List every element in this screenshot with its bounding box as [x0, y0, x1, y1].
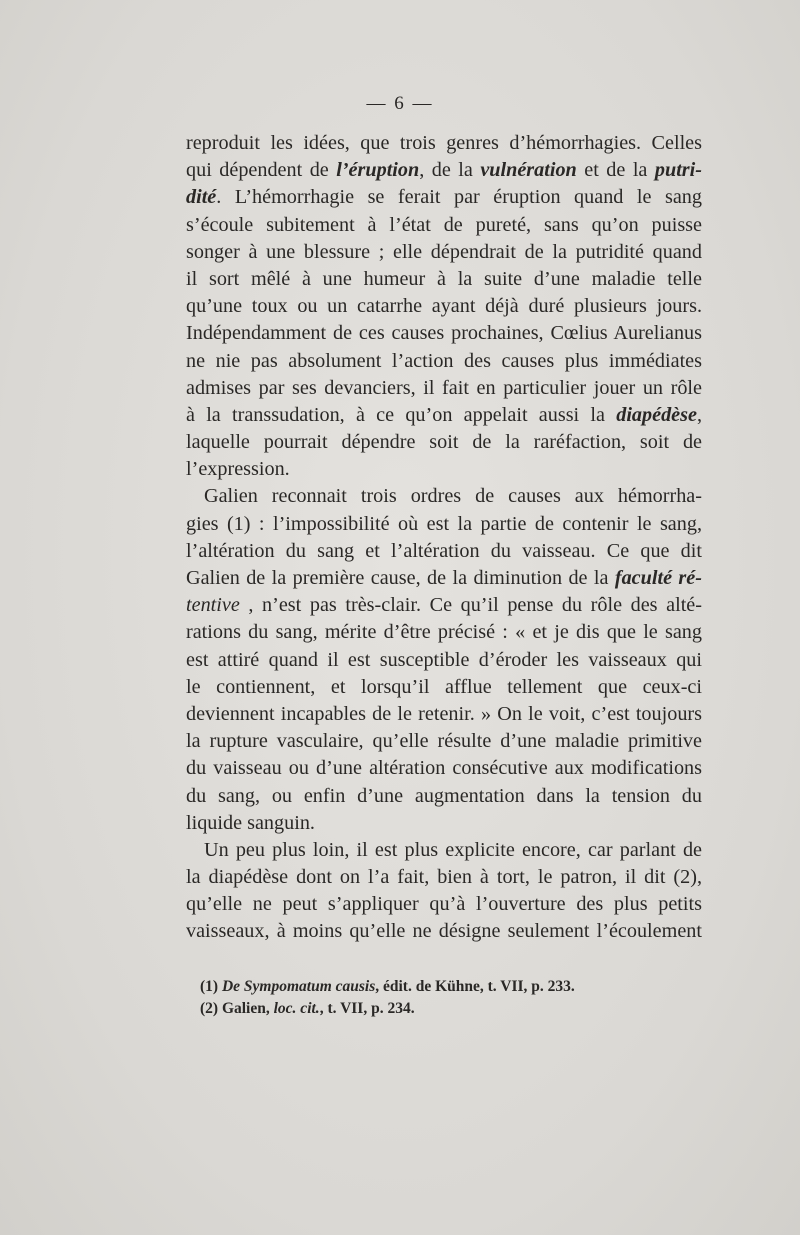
- text-run: Galien reconnait trois ordres de causes aux hémorrha-: [204, 485, 702, 508]
- text-line: [186, 266, 702, 293]
- text-line: [186, 456, 702, 483]
- text-line: [186, 918, 702, 945]
- text-run: (1): [200, 978, 222, 995]
- text-run: gies (1) : l’impossibilité où est la partie de contenir le sang,: [186, 512, 702, 535]
- text-run: , n’est pas très-clair. Ce qu’il pense du rôle des alté-: [239, 594, 702, 617]
- body-text: [186, 130, 702, 946]
- text-run: laquelle pourrait dépendre soit de la raréfaction, soit de: [186, 431, 702, 454]
- text-run: l’éruption: [336, 159, 420, 182]
- text-run: deviennent incapables de le retenir. » On le voit, c’est toujours: [186, 702, 702, 725]
- text-run: à la transsudation, à ce qu’on appelait aussi la: [186, 403, 617, 426]
- text-run: est attiré quand il est susceptible d’éroder les vaisseaux qui: [186, 648, 702, 671]
- text-line: [186, 429, 702, 456]
- text-run: ,: [696, 403, 702, 426]
- text-line: [186, 728, 702, 755]
- footnote: [200, 998, 670, 1020]
- text-run: Indépendamment de ces causes prochaines, Cœlius Aurelianus: [186, 322, 702, 345]
- text-run: Galien de la première cause, de la diminution de la: [186, 567, 615, 589]
- text-line: [186, 674, 702, 701]
- text-line: [186, 320, 702, 347]
- text-run: l’altération du sang et l’altération du vaisseau. Ce que dit: [186, 539, 702, 562]
- text-run: admises par ses devanciers, il fait en particulier jouer un rôle: [186, 376, 702, 399]
- text-line: [186, 891, 702, 918]
- text-run: , t. VII, p. 234.: [319, 1000, 415, 1017]
- text-line: [186, 157, 702, 184]
- text-run: putri-: [654, 159, 702, 182]
- text-run: qu’une toux ou un catarrhe ayant déjà duré plusieurs jours.: [186, 295, 702, 318]
- text-run: faculté ré-: [614, 567, 702, 589]
- text-run: liquide sanguin.: [186, 811, 315, 834]
- text-run: tentive: [186, 594, 240, 617]
- text-line: [186, 130, 702, 157]
- text-line: [186, 239, 702, 266]
- text-line: [186, 592, 702, 619]
- footnote: [200, 976, 670, 998]
- text-run: ne nie pas absolument l’action des causes plus immédiates: [186, 349, 702, 372]
- text-line: [186, 647, 702, 674]
- text-line: [186, 538, 702, 565]
- text-run: la rupture vasculaire, qu’elle résulte d’une maladie primitive: [186, 730, 702, 753]
- text-line: [186, 511, 702, 538]
- text-run: il sort mêlé à une humeur à la suite d’une maladie telle: [186, 267, 702, 290]
- text-line: [186, 864, 702, 891]
- text-run: . L’hémorrhagie se ferait par éruption quand le sang: [216, 186, 702, 209]
- text-run: loc. cit.: [273, 1000, 320, 1017]
- text-line: [186, 565, 702, 592]
- text-line: [186, 212, 702, 239]
- text-run: vulnération: [480, 159, 577, 182]
- text-line: [186, 783, 702, 810]
- text-run: s’écoule subitement à l’état de pureté, sans qu’on puisse: [186, 213, 702, 236]
- text-line: [186, 402, 702, 429]
- text-run: du sang, ou enfin d’une augmentation dans la tension du: [186, 784, 702, 807]
- text-run: la diapédèse dont on l’a fait, bien à tort, le patron, il dit (2),: [186, 866, 702, 889]
- text-run: De Sympomatum causis: [221, 978, 376, 995]
- text-run: vaisseaux, à moins qu’elle ne désigne seulement l’écoulement: [186, 920, 702, 943]
- text-line: [186, 293, 702, 320]
- page-number: — 6 —: [366, 93, 434, 114]
- text-run: et de la: [576, 159, 655, 182]
- text-run: Un peu plus loin, il est plus explicite encore, car parlant de: [204, 838, 702, 861]
- text-line: [186, 184, 702, 211]
- text-run: , édit. de Kühne, t. VII, p. 233.: [375, 978, 575, 995]
- text-line: [186, 483, 702, 510]
- text-run: , de la: [419, 159, 481, 182]
- footnotes: [200, 976, 670, 1020]
- text-line: [186, 619, 702, 646]
- text-run: songer à une blessure ; elle dépendrait de la putridité quand: [186, 240, 702, 263]
- text-line: [186, 375, 702, 402]
- text-run: du vaisseau ou d’une altération consécutive aux modifications: [186, 757, 702, 780]
- text-run: qu’elle ne peut s’appliquer qu’à l’ouverture des plus petits: [186, 893, 702, 916]
- text-run: (2) Galien,: [200, 1000, 274, 1017]
- text-run: reproduit les idées, que trois genres d’hémorrhagies. Celles: [186, 132, 702, 154]
- text-line: [186, 810, 702, 837]
- text-run: qui dépendent de: [186, 159, 337, 182]
- text-run: l’expression.: [186, 458, 290, 481]
- text-line: [186, 701, 702, 728]
- text-run: diapédèse: [616, 403, 697, 426]
- text-line: [186, 837, 702, 864]
- text-run: dité: [186, 186, 217, 209]
- text-run: rations du sang, mérite d’être précisé : « et je dis que le sang: [186, 621, 702, 644]
- text-run: le contiennent, et lorsqu’il afflue tellement que ceux-ci: [186, 675, 702, 698]
- text-line: [186, 755, 702, 782]
- text-line: [186, 348, 702, 375]
